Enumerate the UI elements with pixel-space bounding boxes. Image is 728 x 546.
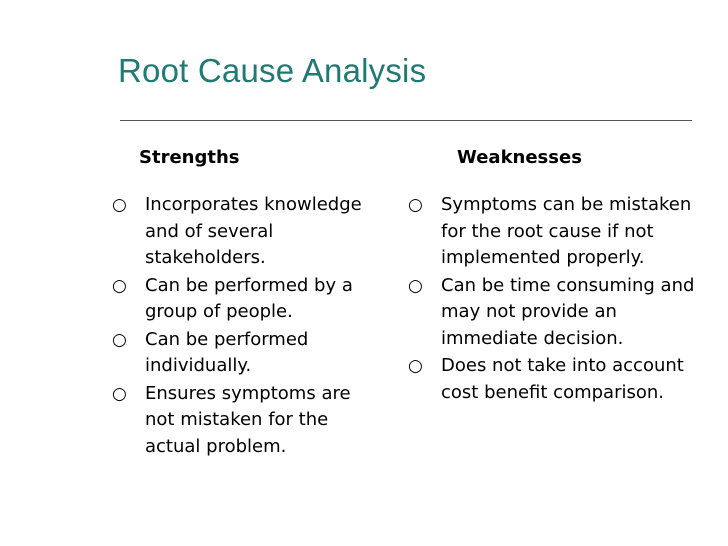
list-item	[408, 353, 708, 406]
strength-text: Incorporates knowledge and of several stakeholders.	[145, 194, 362, 268]
list-item	[112, 327, 382, 380]
circle-bullet-icon: ○	[112, 383, 127, 404]
circle-bullet-icon: ○	[112, 329, 127, 350]
strengths-heading: Strengths	[139, 147, 240, 168]
list-item	[408, 192, 708, 272]
weaknesses-list	[408, 192, 708, 407]
circle-bullet-icon: ○	[408, 356, 423, 376]
list-item	[112, 192, 382, 272]
strength-text: Can be performed individually.	[145, 328, 309, 376]
strength-text: Ensures symptoms are not mistaken for the actual problem.	[145, 382, 351, 457]
weaknesses-heading: Weaknesses	[457, 147, 582, 168]
circle-bullet-icon: ○	[112, 195, 127, 215]
circle-bullet-icon: ○	[112, 275, 127, 296]
list-item	[112, 273, 382, 326]
weakness-text: Does not take into account cost benefit comparison.	[441, 355, 684, 403]
strengths-list	[112, 192, 382, 461]
strength-text: Can be performed by a group of people.	[145, 274, 353, 322]
weakness-text: Symptoms can be mistaken for the root cause if not implemented properly.	[441, 194, 692, 268]
slide-title: Root Cause Analysis	[118, 52, 427, 89]
circle-bullet-icon: ○	[408, 195, 423, 215]
title-divider	[120, 120, 692, 121]
list-item	[408, 273, 708, 353]
weakness-text: Can be time consuming and may not provide an immediate decision.	[441, 274, 695, 349]
list-item	[112, 381, 382, 461]
circle-bullet-icon: ○	[408, 275, 423, 296]
